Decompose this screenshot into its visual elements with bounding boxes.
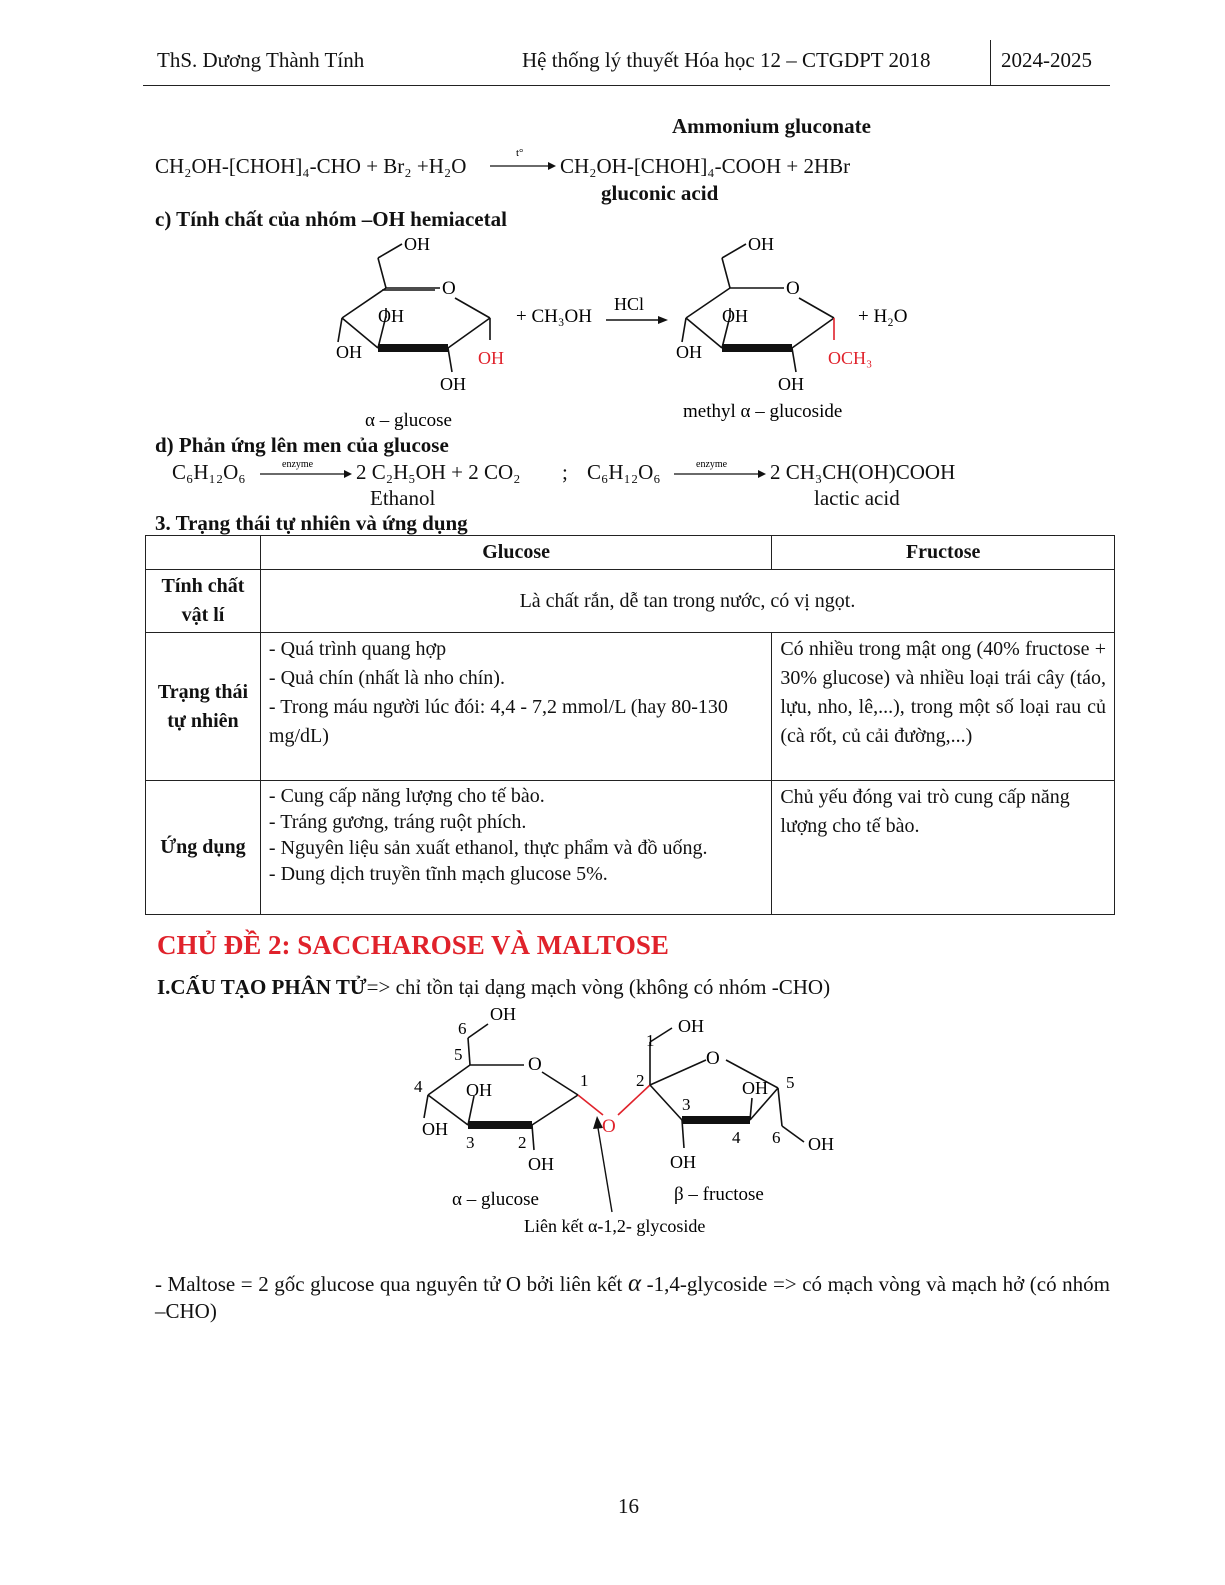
fermentation-eq1-right: 2 C₂H₅OH + 2 CO₂ [356, 460, 521, 484]
list-item: - Dung dịch truyền tĩnh mạch glucose 5%. [268, 863, 608, 885]
section-d-heading: d) Phản ứng lên men của glucose [155, 433, 449, 457]
carbon-number-1: 1 [580, 1071, 589, 1090]
list-item: - Trong máu người lúc đói: 4,4 - 7,2 mmol/L (hay 80-130 mg/dL) [268, 696, 728, 747]
list-item: - Quả chín (nhất là nho chín). [268, 667, 505, 689]
enzyme-label: enzyme [696, 459, 728, 470]
oh-label: OH [678, 1016, 704, 1036]
column-header-fructose: Fructose [772, 536, 1115, 570]
fermentation-eq2-right: 2 CH₃CH(OH)COOH [770, 460, 956, 484]
oh-label: OH [670, 1152, 696, 1172]
row-header-physical: Tính chất vật lí [146, 570, 261, 633]
alpha-symbol: α [627, 1270, 642, 1297]
anomeric-oh-label: OH [478, 348, 504, 368]
beta-fructose-label: β – fructose [674, 1184, 764, 1205]
page-number: 16 [618, 1494, 639, 1518]
oh-label: OH [440, 374, 466, 394]
fructose-applications-cell: Chủ yếu đóng vai trò cung cấp năng lượng cho tế bào. [772, 781, 1115, 915]
row-header-applications: Ứng dụng [146, 781, 261, 915]
fructose-ring-oxygen: O [706, 1048, 720, 1069]
header-separator [990, 40, 991, 86]
list-item: - Quá trình quang hợp [268, 638, 447, 660]
maltose-paragraph [155, 1270, 1110, 1325]
section-3-heading: 3. Trạng thái tự nhiên và ứng dụng [155, 511, 468, 535]
structure-line [157, 975, 830, 1000]
enzyme-label: enzyme [282, 459, 314, 470]
och3-label: OCH₃ [828, 348, 873, 368]
glycosidic-oxygen: O [602, 1116, 616, 1137]
bromine-reaction-arrow [488, 144, 556, 174]
maltose-text-end: -1,4-glycoside => có mạch vòng và mạch hở (có nhóm –CHO) [155, 1272, 1111, 1323]
list-item: - Cung cấp năng lượng cho tế bào. [268, 785, 545, 807]
bromine-equation-right: CH₂OH-[CHOH]₄-COOH + 2HBr [560, 154, 851, 178]
carbon-number-5: 5 [454, 1045, 463, 1064]
fermentation-eq1-left: C₆H₁₂O₆ [172, 460, 246, 484]
glycoside-bond-label: Liên kết α-1,2- glycoside [524, 1216, 706, 1236]
methyl-glucoside-reaction-diagram [330, 230, 930, 435]
natural-state-table [145, 535, 1115, 915]
water-product: + H₂O [858, 306, 908, 327]
carbon-number-6: 6 [458, 1019, 467, 1038]
product-ring-oxygen: O [786, 278, 800, 299]
fructose-number-2: 2 [636, 1071, 645, 1090]
structure-description: => chỉ tồn tại dạng mạch vòng (không có nhóm -CHO) [366, 975, 831, 999]
fructose-number-6: 6 [772, 1128, 781, 1147]
fructose-number-5: 5 [786, 1073, 795, 1092]
condition-label: t° [516, 147, 524, 159]
fructose-number-3: 3 [682, 1095, 691, 1114]
oh-label: OH [490, 1004, 516, 1024]
oh-label: OH [808, 1134, 834, 1154]
fructose-natural-state-cell: Có nhiều trong mật ong (40% fructose + 30% glucose) và nhiều loại trái cây (táo, lựu, nho, lê,...), trong một số loại rau củ (cà rốt, củ cải đường,...) [772, 633, 1115, 781]
column-header-glucose: Glucose [260, 536, 771, 570]
carbon-number-2: 2 [518, 1133, 527, 1152]
fermentation-arrow-1 [258, 456, 354, 482]
structure-heading: I.CẤU TẠO PHÂN TỬ [157, 975, 367, 999]
ammonium-gluconate-label: Ammonium gluconate [672, 114, 871, 138]
ethanol-label: Ethanol [370, 486, 436, 510]
oh-label: OH [422, 1119, 448, 1139]
hcl-catalyst: HCl [614, 294, 645, 314]
gluconic-acid-label: gluconic acid [601, 181, 719, 205]
oh-label: OH [404, 234, 430, 254]
table-corner-cell [146, 536, 261, 570]
saccharose-structure-diagram [400, 1000, 860, 1245]
ring-oxygen: O [442, 278, 456, 299]
header-author: ThS. Dương Thành Tính [157, 48, 365, 72]
header-year: 2024-2025 [1001, 48, 1092, 72]
methanol-reagent: + CH₃OH [516, 306, 592, 327]
list-item: - Tráng gương, tráng ruột phích. [268, 811, 527, 833]
list-item: - Nguyên liệu sản xuất ethanol, thực phẩm và đồ uống. [268, 837, 708, 859]
topic-2-heading: CHỦ ĐỀ 2: SACCHAROSE VÀ MALTOSE [157, 930, 669, 960]
maltose-text-start: - Maltose = 2 gốc glucose qua nguyên tử O bởi liên kết [155, 1272, 623, 1296]
carbon-number-3: 3 [466, 1133, 475, 1152]
oh-label: OH [742, 1078, 768, 1098]
oh-label: OH [778, 374, 804, 394]
equation-separator: ; [562, 460, 568, 484]
alpha-glucose-label: α – glucose [452, 1189, 539, 1210]
oh-label: OH [748, 234, 774, 254]
row-header-natural-state: Trạng thái tự nhiên [146, 633, 261, 781]
carbon-number-4: 4 [414, 1077, 423, 1096]
header-title: Hệ thống lý thuyết Hóa học 12 – CTGDPT 2018 [522, 48, 931, 72]
section-c-heading: c) Tính chất của nhóm –OH hemiacetal [155, 207, 507, 231]
glucose-ring-oxygen: O [528, 1054, 542, 1075]
bromine-equation-left: CH₂OH-[CHOH]₄-CHO + Br₂ +H₂O [155, 154, 467, 178]
oh-label: OH [722, 306, 748, 326]
oh-label: OH [676, 342, 702, 362]
physical-properties-cell: Là chất rắn, dễ tan trong nước, có vị ngọt. [260, 570, 1114, 633]
methyl-glucoside-name: methyl α – glucoside [683, 401, 843, 422]
oh-label: OH [336, 342, 362, 362]
lactic-acid-label: lactic acid [814, 486, 900, 510]
glucose-applications-cell [260, 781, 771, 915]
oh-label: OH [466, 1080, 492, 1100]
fructose-number-1: 1 [646, 1031, 655, 1050]
glucose-natural-state-cell [260, 633, 771, 781]
oh-label: OH [528, 1154, 554, 1174]
alpha-glucose-name: α – glucose [365, 410, 452, 431]
fermentation-eq2-left: C₆H₁₂O₆ [587, 460, 661, 484]
oh-label: OH [378, 306, 404, 326]
fermentation-arrow-2 [672, 456, 768, 482]
header-rule [143, 85, 1110, 86]
fructose-number-4: 4 [732, 1128, 741, 1147]
